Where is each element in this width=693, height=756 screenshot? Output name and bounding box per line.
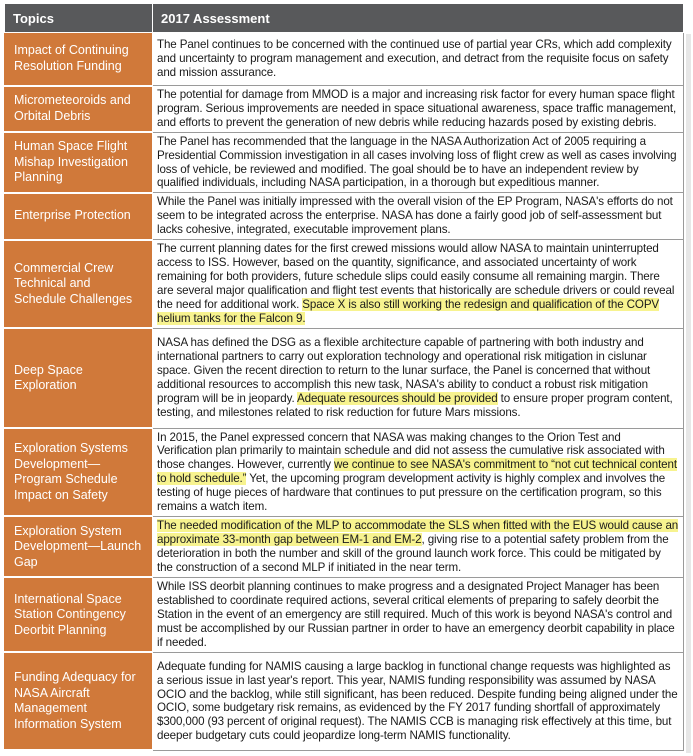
table-row: [5, 516, 684, 577]
table-row: [5, 193, 684, 240]
highlighted-text: we continue to see NASA's commitment to “not cut technical content to hold schedule.”: [157, 458, 677, 486]
table-row: [5, 240, 684, 328]
assessment-cell: In 2015, the Panel expressed concern that NASA was making changes to the Orion Test and Verification plan primarily to maintain schedule and did not assess the cumulative risk associated with those changes. However, currently we continue to see NASA's commitment to “not cut technical content to hold schedule.” Yet, the upcoming program development activity is highly complex and involves the testing of huge pieces of hardware that continues to put pressure on the certification program, so this remains a watch item.: [153, 428, 684, 516]
table-row: [5, 652, 684, 750]
topic-cell: Commercial Crew Technical and Schedule Challenges: [5, 240, 153, 328]
page-edge-strip: [686, 34, 691, 753]
topic-cell: Exploration Systems Development— Program Schedule Impact on Safety: [5, 428, 153, 516]
assessment-cell: While the Panel was initially impressed with the overall vision of the EP Program, NASA's efforts do not seem to be integrated across the enterprise. NASA has done a fairly good job of self-assessment but lacks cohesive, integrated, executable improvement plans.: [153, 193, 684, 240]
assessment-cell: The current planning dates for the first crewed missions would allow NASA to maintain uninterrupted access to ISS. However, based on the quantity, significance, and associated uncertainty of work remaining for both providers, future schedule slips could easily consume all remaining margin. There are several major qualification and flight test events that historically are schedule drivers or could reveal the need for additional work. Space X is also still working the redesign and qualification of the COPV helium tanks for the Falcon 9.: [153, 240, 684, 328]
topic-cell: Funding Adequacy for NASA Aircraft Management Information System: [5, 652, 153, 750]
highlighted-text: The needed modification of the MLP to accommodate the SLS when fitted with the EUS would cause an approximate 33-month gap between EM-1 and EM-2: [157, 519, 679, 547]
assessment-cell: The potential for damage from MMOD is a major and increasing risk factor for every human space flight program. Serious improvements are needed in space situational awareness, space traffic management, and efforts to prevent the generation of new debris while reducing hazards posed by existing debris.: [153, 86, 684, 133]
table-row: [5, 328, 684, 428]
table-header-row: [5, 4, 684, 33]
topic-cell: Micrometeoroids and Orbital Debris: [5, 86, 153, 133]
table-row: [5, 428, 684, 516]
assessment-cell: The Panel has recommended that the language in the NASA Authorization Act of 2005 requiring a Presidential Commission investigation in all cases involving loss of flight crew as well as cases involving loss of vehicle, be reviewed and modified. The goal should be to have an independent review by qualified individuals, including NASA participation, in a thorough but expeditious manner.: [153, 132, 684, 193]
header-assessment: 2017 Assessment: [153, 4, 684, 33]
topic-cell: Exploration System Development—Launch Gap: [5, 516, 153, 577]
table-row: [5, 86, 684, 133]
table-body: [5, 33, 684, 751]
topic-cell: Human Space Flight Mishap Investigation Planning: [5, 132, 153, 193]
topic-cell: International Space Station Contingency Deorbit Planning: [5, 577, 153, 652]
assessment-cell: The needed modification of the MLP to accommodate the SLS when fitted with the EUS would cause an approximate 33-month gap between EM-1 and EM-2, giving rise to a potential safety problem from the deterioration in both the number and skill of the ground launch work force. This could be mitigated by the construction of a second MLP if initiated in the near term.: [153, 516, 684, 577]
assessment-cell: While ISS deorbit planning continues to make progress and a designated Project Manager has been established to coordinate required actions, several critical elements of preparing to safely deorbit the Station in the event of an emergency are still required. Much of this work is beyond NASA's control and must be accomplished by our Russian partner in order to have an emergency deorbit capability in place if needed.: [153, 577, 684, 652]
topic-cell: Enterprise Protection: [5, 193, 153, 240]
table-row: [5, 132, 684, 193]
highlighted-text: Adequate resources should be provided: [297, 391, 498, 405]
assessment-table: [4, 3, 684, 751]
assessment-cell: Adequate funding for NAMIS causing a large backlog in functional change requests was highlighted as a serious issue in last year's report. This year, NAMIS funding responsibility was assumed by NASA OCIO and the backlog, while still significant, has been reduced. Despite funding being aligned under the OCIO, some budgetary risk remains, as evidenced by the FY 2017 funding shortfall of approximately $300,000 (93 percent of original request). The NAMIS CCB is managing risk effectively at this time, but deeper budgetary cuts could jeopardize long-term NAMIS functionality.: [153, 652, 684, 750]
highlighted-text: Space X is also still working the redesign and qualification of the COPV helium tanks for the Falcon 9.: [157, 297, 660, 325]
assessment-cell: The Panel continues to be concerned with the continued use of partial year CRs, which add complexity and uncertainty to program management and execution, and detract from the requisite focus on safety and mission assurance.: [153, 33, 684, 86]
table-row: [5, 577, 684, 652]
header-topics: Topics: [5, 4, 153, 33]
topic-cell: Impact of Continuing Resolution Funding: [5, 33, 153, 86]
table-row: [5, 33, 684, 86]
topic-cell: Deep Space Exploration: [5, 328, 153, 428]
assessment-cell: NASA has defined the DSG as a flexible architecture capable of partnering with both industry and international partners to carry out exploration technology and operational risk mitigation in cislunar space. Given the recent direction to return to the lunar surface, the Panel is concerned that without additional resources to accomplish this new task, NASA's ability to conduct a robust risk mitigation program will be in jeopardy. Adequate resources should be provided to ensure proper program content, testing, and milestones related to risk reduction for future Mars missions.: [153, 328, 684, 428]
